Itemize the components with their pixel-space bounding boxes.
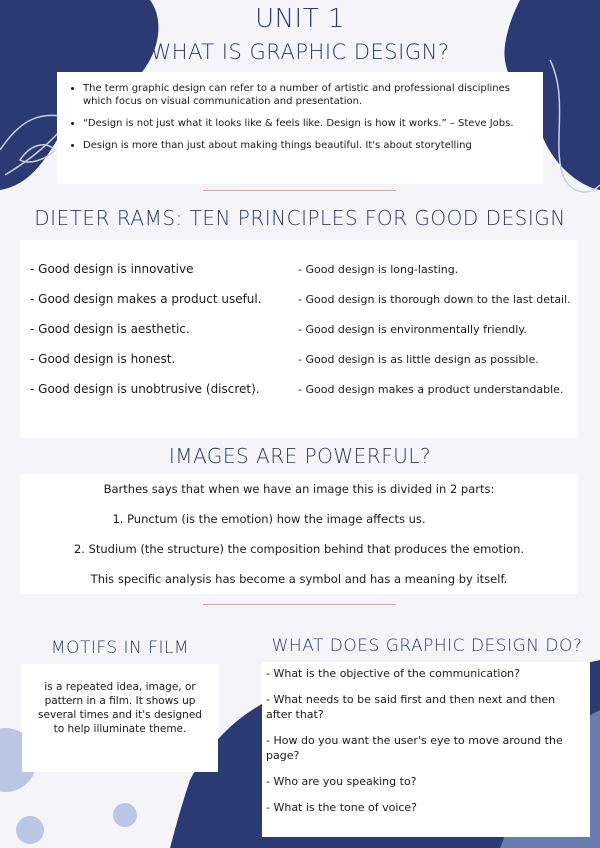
images-item: 1. Punctum (is the emotion) how the image affects us. [112, 512, 426, 526]
rams-left-column [30, 262, 262, 412]
images-box [20, 474, 578, 594]
gd-do-item: - How do you want the user's eye to move around the page? [266, 734, 563, 762]
principle-item: - Good design is aesthetic. [30, 322, 190, 336]
motifs-box [22, 664, 218, 772]
principle-item: - Good design is long-lasting. [298, 263, 459, 276]
unit-title: UNIT 1 [255, 4, 345, 34]
gd-do-item: - What needs to be said first and then next and then after that? [266, 693, 556, 721]
intro-box [57, 72, 543, 184]
principle-item: - Good design is honest. [30, 352, 176, 366]
intro-bullet: • Design is more than just about making things beautiful. It's about storytelling [83, 139, 533, 152]
gd-do-box [262, 662, 590, 837]
principle-item: - Good design is thorough down to the last detail. [298, 293, 571, 306]
gd-do-item: - What is the objective of the communication? [266, 667, 520, 680]
principle-item: - Good design is innovative [30, 262, 194, 276]
gd-do-item: - What is the tone of voice? [266, 801, 418, 814]
divider [203, 604, 396, 605]
gd-do-title: WHAT DOES GRAPHIC DESIGN DO? [271, 636, 583, 656]
principle-item: - Good design is unobtrusive (discret). [30, 382, 260, 396]
rams-title: DIETER RAMS: TEN PRINCIPLES FOR GOOD DESIGN [34, 206, 566, 230]
intro-bullet-list [65, 82, 533, 152]
intro-bullet: • The term graphic design can refer to a number of artistic and professional disciplines which focus on visual communication and presentation. [83, 82, 533, 108]
images-intro: Barthes says that when we have an image this is divided in 2 parts: [103, 482, 495, 496]
principle-item: - Good design is as little design as possible. [298, 353, 539, 366]
images-outro: This specific analysis has become a symbol and has a meaning by itself. [90, 572, 508, 586]
principle-item: - Good design is environmentally friendly. [298, 323, 527, 336]
motifs-text: is a repeated idea, image, or pattern in a film. It shows up several times and it's designed to help illuminate theme. [38, 681, 202, 735]
principle-item: - Good design makes a product understandable. [298, 383, 564, 396]
rams-right-column [298, 262, 571, 412]
motifs-title: MOTIFS IN FILM [50, 638, 190, 658]
principle-item: - Good design makes a product useful. [30, 292, 262, 306]
images-item: 2. Studium (the structure) the composition behind that produces the emotion. [73, 542, 525, 556]
divider [203, 190, 396, 191]
images-title: IMAGES ARE POWERFUL? [168, 444, 432, 468]
intro-bullet: • “Design is not just what it looks like & feels like. Design is how it works.” – Steve Jobs. [83, 117, 533, 130]
rams-box [20, 240, 578, 438]
gd-do-item: - Who are you speaking to? [266, 775, 417, 788]
page-title: WHAT IS GRAPHIC DESIGN? [150, 40, 450, 64]
